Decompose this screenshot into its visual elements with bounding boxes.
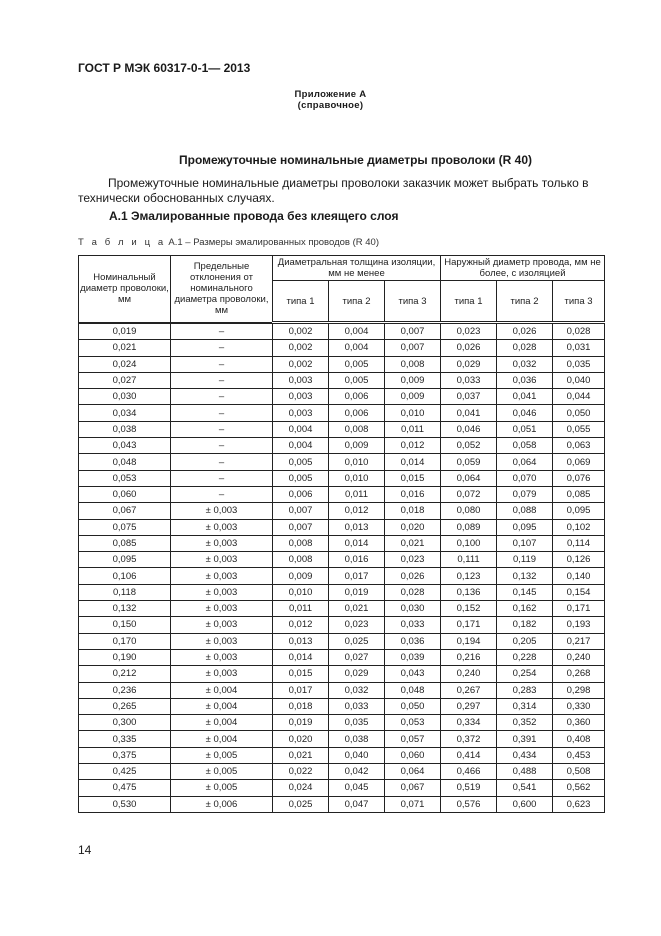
outer-type2-cell: 0,079 — [497, 486, 553, 502]
insulation-type3-cell: 0,060 — [385, 747, 441, 763]
table-row — [79, 503, 605, 519]
insulation-type3-cell: 0,036 — [385, 633, 441, 649]
deviation-cell: ± 0,003 — [171, 584, 273, 600]
table-row — [79, 747, 605, 763]
intro-paragraph — [78, 176, 606, 206]
outer-type2-cell: 0,119 — [497, 552, 553, 568]
table-row — [79, 552, 605, 568]
insulation-type2-cell: 0,033 — [329, 698, 385, 714]
outer-type1-cell: 0,029 — [441, 356, 497, 372]
insulation-type1-cell: 0,002 — [273, 340, 329, 356]
outer-type1-cell: 0,111 — [441, 552, 497, 568]
outer-type2-cell: 0,541 — [497, 780, 553, 796]
table-row — [79, 601, 605, 617]
table-body — [79, 323, 605, 813]
outer-type1-cell: 0,334 — [441, 715, 497, 731]
insulation-type2-cell: 0,040 — [329, 747, 385, 763]
outer-type1-cell: 0,033 — [441, 372, 497, 388]
header-insulation-type1: типа 1 — [273, 281, 329, 323]
header-deviation: Предельные отклонения от номинального диаметра проволоки, мм — [171, 256, 273, 323]
insulation-type2-cell: 0,014 — [329, 535, 385, 551]
insulation-type1-cell: 0,002 — [273, 323, 329, 340]
insulation-type1-cell: 0,002 — [273, 356, 329, 372]
insulation-type2-cell: 0,013 — [329, 519, 385, 535]
outer-type2-cell: 0,095 — [497, 519, 553, 535]
deviation-cell: ± 0,004 — [171, 731, 273, 747]
outer-type2-cell: 0,283 — [497, 682, 553, 698]
outer-type3-cell: 0,028 — [553, 323, 605, 340]
outer-type1-cell: 0,023 — [441, 323, 497, 340]
insulation-type3-cell: 0,030 — [385, 601, 441, 617]
deviation-cell: ± 0,005 — [171, 780, 273, 796]
insulation-type3-cell: 0,050 — [385, 698, 441, 714]
insulation-type1-cell: 0,008 — [273, 552, 329, 568]
insulation-type1-cell: 0,018 — [273, 698, 329, 714]
outer-type3-cell: 0,076 — [553, 470, 605, 486]
nominal-diameter-cell: 0,095 — [79, 552, 171, 568]
nominal-diameter-cell: 0,212 — [79, 666, 171, 682]
table-row — [79, 666, 605, 682]
nominal-diameter-cell: 0,027 — [79, 372, 171, 388]
outer-type2-cell: 0,028 — [497, 340, 553, 356]
outer-type3-cell: 0,193 — [553, 617, 605, 633]
nominal-diameter-cell: 0,043 — [79, 438, 171, 454]
outer-type2-cell: 0,041 — [497, 389, 553, 405]
insulation-type1-cell: 0,004 — [273, 438, 329, 454]
insulation-type1-cell: 0,025 — [273, 796, 329, 812]
outer-type2-cell: 0,032 — [497, 356, 553, 372]
insulation-type1-cell: 0,024 — [273, 780, 329, 796]
annex-type: (справочное) — [297, 100, 364, 111]
deviation-cell: – — [171, 340, 273, 356]
header-insulation-type2: типа 2 — [329, 281, 385, 323]
nominal-diameter-cell: 0,067 — [79, 503, 171, 519]
deviation-cell: ± 0,003 — [171, 535, 273, 551]
table-caption — [78, 237, 379, 248]
nominal-diameter-cell: 0,021 — [79, 340, 171, 356]
nominal-diameter-cell: 0,034 — [79, 405, 171, 421]
page-number: 14 — [78, 843, 92, 857]
insulation-type3-cell: 0,071 — [385, 796, 441, 812]
insulation-type1-cell: 0,005 — [273, 454, 329, 470]
outer-type1-cell: 0,519 — [441, 780, 497, 796]
table-row — [79, 323, 605, 340]
outer-type1-cell: 0,297 — [441, 698, 497, 714]
outer-type3-cell: 0,069 — [553, 454, 605, 470]
insulation-type2-cell: 0,006 — [329, 389, 385, 405]
outer-type3-cell: 0,623 — [553, 796, 605, 812]
insulation-type3-cell: 0,016 — [385, 486, 441, 502]
outer-type1-cell: 0,059 — [441, 454, 497, 470]
insulation-type3-cell: 0,011 — [385, 421, 441, 437]
outer-type3-cell: 0,240 — [553, 649, 605, 665]
insulation-type3-cell: 0,026 — [385, 568, 441, 584]
table-row — [79, 682, 605, 698]
deviation-cell: ± 0,003 — [171, 601, 273, 617]
outer-type1-cell: 0,267 — [441, 682, 497, 698]
outer-type1-cell: 0,080 — [441, 503, 497, 519]
outer-type3-cell: 0,268 — [553, 666, 605, 682]
outer-type3-cell: 0,298 — [553, 682, 605, 698]
outer-type2-cell: 0,064 — [497, 454, 553, 470]
outer-type3-cell: 0,154 — [553, 584, 605, 600]
table-row — [79, 617, 605, 633]
outer-type3-cell: 0,508 — [553, 764, 605, 780]
section-title: Промежуточные номинальные диаметры проволоки (R 40) — [178, 153, 533, 167]
insulation-type3-cell: 0,014 — [385, 454, 441, 470]
deviation-cell: ± 0,003 — [171, 503, 273, 519]
nominal-diameter-cell: 0,170 — [79, 633, 171, 649]
deviation-cell: ± 0,003 — [171, 633, 273, 649]
insulation-type3-cell: 0,057 — [385, 731, 441, 747]
insulation-type2-cell: 0,023 — [329, 617, 385, 633]
deviation-cell: ± 0,005 — [171, 764, 273, 780]
nominal-diameter-cell: 0,024 — [79, 356, 171, 372]
outer-type2-cell: 0,182 — [497, 617, 553, 633]
table-row — [79, 535, 605, 551]
nominal-diameter-cell: 0,265 — [79, 698, 171, 714]
outer-type1-cell: 0,046 — [441, 421, 497, 437]
outer-type3-cell: 0,040 — [553, 372, 605, 388]
intro-text: Промежуточные номинальные диаметры проволоки заказчик может выбрать только в технически обоснованных случаях. — [78, 176, 589, 205]
insulation-type1-cell: 0,011 — [273, 601, 329, 617]
table-row — [79, 780, 605, 796]
insulation-type3-cell: 0,008 — [385, 356, 441, 372]
insulation-type2-cell: 0,012 — [329, 503, 385, 519]
insulation-type1-cell: 0,012 — [273, 617, 329, 633]
insulation-type1-cell: 0,015 — [273, 666, 329, 682]
outer-type1-cell: 0,123 — [441, 568, 497, 584]
nominal-diameter-cell: 0,300 — [79, 715, 171, 731]
outer-type2-cell: 0,026 — [497, 323, 553, 340]
outer-type2-cell: 0,107 — [497, 535, 553, 551]
insulation-type3-cell: 0,048 — [385, 682, 441, 698]
outer-type3-cell: 0,035 — [553, 356, 605, 372]
insulation-type2-cell: 0,005 — [329, 372, 385, 388]
insulation-type3-cell: 0,007 — [385, 340, 441, 356]
insulation-type2-cell: 0,038 — [329, 731, 385, 747]
insulation-type1-cell: 0,006 — [273, 486, 329, 502]
outer-type3-cell: 0,126 — [553, 552, 605, 568]
insulation-type1-cell: 0,014 — [273, 649, 329, 665]
outer-type2-cell: 0,070 — [497, 470, 553, 486]
nominal-diameter-cell: 0,053 — [79, 470, 171, 486]
outer-type1-cell: 0,414 — [441, 747, 497, 763]
table-row — [79, 421, 605, 437]
outer-type2-cell: 0,228 — [497, 649, 553, 665]
table-row — [79, 715, 605, 731]
outer-type1-cell: 0,152 — [441, 601, 497, 617]
deviation-cell: – — [171, 438, 273, 454]
deviation-cell: – — [171, 356, 273, 372]
outer-type2-cell: 0,132 — [497, 568, 553, 584]
table-row — [79, 649, 605, 665]
outer-type2-cell: 0,051 — [497, 421, 553, 437]
header-insulation-thickness: Диаметральная толщина изоляции, мм не менее — [273, 256, 441, 281]
insulation-type1-cell: 0,010 — [273, 584, 329, 600]
insulation-type3-cell: 0,053 — [385, 715, 441, 731]
deviation-cell: – — [171, 454, 273, 470]
outer-type1-cell: 0,100 — [441, 535, 497, 551]
table-row — [79, 438, 605, 454]
header-outer-type2: типа 2 — [497, 281, 553, 323]
outer-type2-cell: 0,046 — [497, 405, 553, 421]
insulation-type3-cell: 0,021 — [385, 535, 441, 551]
outer-type3-cell: 0,408 — [553, 731, 605, 747]
nominal-diameter-cell: 0,530 — [79, 796, 171, 812]
outer-type1-cell: 0,171 — [441, 617, 497, 633]
insulation-type2-cell: 0,008 — [329, 421, 385, 437]
insulation-type2-cell: 0,006 — [329, 405, 385, 421]
insulation-type1-cell: 0,003 — [273, 372, 329, 388]
outer-type3-cell: 0,114 — [553, 535, 605, 551]
insulation-type2-cell: 0,010 — [329, 454, 385, 470]
outer-type1-cell: 0,216 — [441, 649, 497, 665]
nominal-diameter-cell: 0,075 — [79, 519, 171, 535]
deviation-cell: – — [171, 405, 273, 421]
nominal-diameter-cell: 0,150 — [79, 617, 171, 633]
insulation-type2-cell: 0,005 — [329, 356, 385, 372]
outer-type1-cell: 0,064 — [441, 470, 497, 486]
table-row — [79, 470, 605, 486]
nominal-diameter-cell: 0,060 — [79, 486, 171, 502]
deviation-cell: ± 0,003 — [171, 666, 273, 682]
document-code: ГОСТ Р МЭК 60317-0-1— 2013 — [78, 61, 251, 75]
insulation-type3-cell: 0,033 — [385, 617, 441, 633]
outer-type2-cell: 0,314 — [497, 698, 553, 714]
table-row — [79, 584, 605, 600]
table-caption-text: А.1 – Размеры эмалированных проводов (R 40) — [168, 237, 379, 248]
outer-type1-cell: 0,466 — [441, 764, 497, 780]
insulation-type3-cell: 0,043 — [385, 666, 441, 682]
outer-type2-cell: 0,088 — [497, 503, 553, 519]
outer-type3-cell: 0,171 — [553, 601, 605, 617]
insulation-type3-cell: 0,010 — [385, 405, 441, 421]
insulation-type1-cell: 0,013 — [273, 633, 329, 649]
table-row — [79, 389, 605, 405]
outer-type3-cell: 0,217 — [553, 633, 605, 649]
nominal-diameter-cell: 0,048 — [79, 454, 171, 470]
header-insulation-type3: типа 3 — [385, 281, 441, 323]
table-caption-prefix: Т а б л и ц а — [78, 237, 166, 248]
nominal-diameter-cell: 0,425 — [79, 764, 171, 780]
deviation-cell: ± 0,004 — [171, 682, 273, 698]
outer-type1-cell: 0,372 — [441, 731, 497, 747]
deviation-cell: ± 0,005 — [171, 747, 273, 763]
outer-type1-cell: 0,576 — [441, 796, 497, 812]
table-row — [79, 796, 605, 812]
insulation-type3-cell: 0,039 — [385, 649, 441, 665]
nominal-diameter-cell: 0,475 — [79, 780, 171, 796]
insulation-type3-cell: 0,009 — [385, 372, 441, 388]
header-outer-type1: типа 1 — [441, 281, 497, 323]
insulation-type3-cell: 0,015 — [385, 470, 441, 486]
insulation-type3-cell: 0,018 — [385, 503, 441, 519]
insulation-type3-cell: 0,012 — [385, 438, 441, 454]
deviation-cell: – — [171, 421, 273, 437]
insulation-type2-cell: 0,010 — [329, 470, 385, 486]
nominal-diameter-cell: 0,030 — [79, 389, 171, 405]
deviation-cell: – — [171, 372, 273, 388]
outer-type1-cell: 0,037 — [441, 389, 497, 405]
outer-type2-cell: 0,036 — [497, 372, 553, 388]
insulation-type1-cell: 0,017 — [273, 682, 329, 698]
nominal-diameter-cell: 0,375 — [79, 747, 171, 763]
insulation-type2-cell: 0,047 — [329, 796, 385, 812]
insulation-type1-cell: 0,004 — [273, 421, 329, 437]
outer-type1-cell: 0,136 — [441, 584, 497, 600]
nominal-diameter-cell: 0,190 — [79, 649, 171, 665]
deviation-cell: – — [171, 486, 273, 502]
insulation-type1-cell: 0,009 — [273, 568, 329, 584]
table-row — [79, 731, 605, 747]
outer-type1-cell: 0,041 — [441, 405, 497, 421]
wire-dimensions-table — [78, 255, 605, 813]
insulation-type2-cell: 0,004 — [329, 323, 385, 340]
outer-type2-cell: 0,352 — [497, 715, 553, 731]
outer-type2-cell: 0,434 — [497, 747, 553, 763]
insulation-type2-cell: 0,019 — [329, 584, 385, 600]
insulation-type3-cell: 0,007 — [385, 323, 441, 340]
table-row — [79, 454, 605, 470]
deviation-cell: ± 0,003 — [171, 519, 273, 535]
table-row — [79, 764, 605, 780]
table-row — [79, 356, 605, 372]
insulation-type3-cell: 0,020 — [385, 519, 441, 535]
deviation-cell: ± 0,003 — [171, 568, 273, 584]
outer-type2-cell: 0,488 — [497, 764, 553, 780]
insulation-type3-cell: 0,028 — [385, 584, 441, 600]
outer-type1-cell: 0,194 — [441, 633, 497, 649]
outer-type1-cell: 0,026 — [441, 340, 497, 356]
deviation-cell: – — [171, 323, 273, 340]
outer-type1-cell: 0,240 — [441, 666, 497, 682]
insulation-type3-cell: 0,009 — [385, 389, 441, 405]
insulation-type1-cell: 0,022 — [273, 764, 329, 780]
insulation-type2-cell: 0,045 — [329, 780, 385, 796]
outer-type2-cell: 0,600 — [497, 796, 553, 812]
outer-type3-cell: 0,102 — [553, 519, 605, 535]
outer-type3-cell: 0,063 — [553, 438, 605, 454]
nominal-diameter-cell: 0,106 — [79, 568, 171, 584]
insulation-type2-cell: 0,027 — [329, 649, 385, 665]
insulation-type3-cell: 0,023 — [385, 552, 441, 568]
outer-type1-cell: 0,089 — [441, 519, 497, 535]
nominal-diameter-cell: 0,038 — [79, 421, 171, 437]
insulation-type1-cell: 0,005 — [273, 470, 329, 486]
outer-type2-cell: 0,058 — [497, 438, 553, 454]
nominal-diameter-cell: 0,019 — [79, 323, 171, 340]
outer-type2-cell: 0,391 — [497, 731, 553, 747]
table-row — [79, 486, 605, 502]
table-row — [79, 519, 605, 535]
nominal-diameter-cell: 0,132 — [79, 601, 171, 617]
outer-type3-cell: 0,031 — [553, 340, 605, 356]
insulation-type2-cell: 0,042 — [329, 764, 385, 780]
nominal-diameter-cell: 0,335 — [79, 731, 171, 747]
table-row — [79, 340, 605, 356]
insulation-type1-cell: 0,003 — [273, 405, 329, 421]
deviation-cell: – — [171, 470, 273, 486]
deviation-cell: ± 0,004 — [171, 698, 273, 714]
insulation-type1-cell: 0,020 — [273, 731, 329, 747]
outer-type2-cell: 0,162 — [497, 601, 553, 617]
table-row — [79, 405, 605, 421]
annex-title: Приложение А — [294, 89, 367, 100]
outer-type3-cell: 0,055 — [553, 421, 605, 437]
insulation-type2-cell: 0,017 — [329, 568, 385, 584]
outer-type3-cell: 0,360 — [553, 715, 605, 731]
table-row — [79, 698, 605, 714]
table-row — [79, 372, 605, 388]
insulation-type2-cell: 0,011 — [329, 486, 385, 502]
insulation-type1-cell: 0,019 — [273, 715, 329, 731]
insulation-type1-cell: 0,007 — [273, 519, 329, 535]
insulation-type1-cell: 0,008 — [273, 535, 329, 551]
outer-type3-cell: 0,453 — [553, 747, 605, 763]
table-row — [79, 568, 605, 584]
subsection-title: А.1 Эмалированные провода без клеящего слоя — [109, 209, 399, 223]
header-outer-type3: типа 3 — [553, 281, 605, 323]
nominal-diameter-cell: 0,118 — [79, 584, 171, 600]
outer-type2-cell: 0,254 — [497, 666, 553, 682]
outer-type3-cell: 0,050 — [553, 405, 605, 421]
insulation-type2-cell: 0,004 — [329, 340, 385, 356]
outer-type1-cell: 0,052 — [441, 438, 497, 454]
outer-type3-cell: 0,140 — [553, 568, 605, 584]
deviation-cell: ± 0,004 — [171, 715, 273, 731]
outer-type3-cell: 0,044 — [553, 389, 605, 405]
insulation-type2-cell: 0,029 — [329, 666, 385, 682]
deviation-cell: ± 0,003 — [171, 552, 273, 568]
insulation-type2-cell: 0,032 — [329, 682, 385, 698]
insulation-type1-cell: 0,003 — [273, 389, 329, 405]
outer-type1-cell: 0,072 — [441, 486, 497, 502]
deviation-cell: ± 0,003 — [171, 649, 273, 665]
table-row — [79, 633, 605, 649]
deviation-cell: ± 0,003 — [171, 617, 273, 633]
insulation-type1-cell: 0,007 — [273, 503, 329, 519]
nominal-diameter-cell: 0,085 — [79, 535, 171, 551]
outer-type3-cell: 0,330 — [553, 698, 605, 714]
outer-type2-cell: 0,205 — [497, 633, 553, 649]
insulation-type1-cell: 0,021 — [273, 747, 329, 763]
outer-type3-cell: 0,095 — [553, 503, 605, 519]
insulation-type2-cell: 0,035 — [329, 715, 385, 731]
outer-type2-cell: 0,145 — [497, 584, 553, 600]
outer-type3-cell: 0,085 — [553, 486, 605, 502]
header-nominal-diameter: Номинальный диаметр проволоки, мм — [79, 256, 171, 323]
insulation-type2-cell: 0,025 — [329, 633, 385, 649]
nominal-diameter-cell: 0,236 — [79, 682, 171, 698]
outer-type3-cell: 0,562 — [553, 780, 605, 796]
insulation-type3-cell: 0,067 — [385, 780, 441, 796]
insulation-type2-cell: 0,016 — [329, 552, 385, 568]
insulation-type2-cell: 0,009 — [329, 438, 385, 454]
insulation-type3-cell: 0,064 — [385, 764, 441, 780]
deviation-cell: ± 0,006 — [171, 796, 273, 812]
header-outer-diameter: Наружный диаметр провода, мм не более, с изоляцией — [441, 256, 605, 281]
annex-heading — [0, 89, 661, 111]
insulation-type2-cell: 0,021 — [329, 601, 385, 617]
deviation-cell: – — [171, 389, 273, 405]
